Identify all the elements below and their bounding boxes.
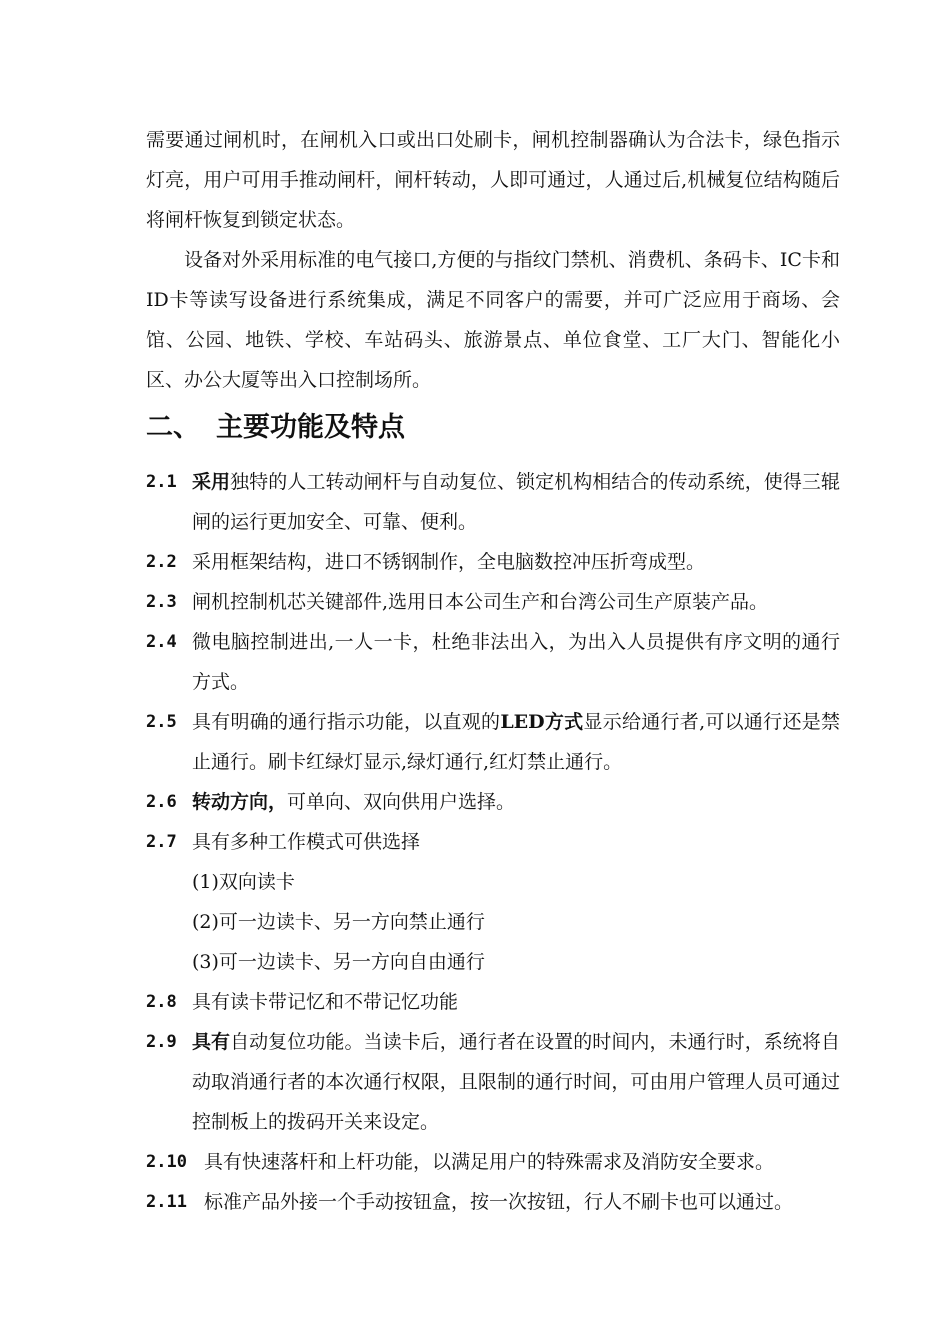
item-text: 闸机控制机芯关键部件,选用日本公司生产和台湾公司生产原装产品。	[192, 591, 769, 613]
list-item	[146, 1142, 840, 1182]
item-body-text: 具有明确的通行指示功能，以直观的	[192, 711, 501, 733]
item-bold-text: LED方式	[500, 711, 584, 733]
item-text	[192, 702, 840, 782]
item-number: 2.9	[146, 1032, 177, 1052]
item-text: 微电脑控制进出,一人一卡，杜绝非法出入，为出入人员提供有序文明的通行方式。	[192, 631, 840, 693]
item-number: 2.5	[146, 712, 177, 732]
item-text: 采用框架结构，进口不锈钢制作，全电脑数控冲压折弯成型。	[192, 551, 706, 573]
item-number: 2.2	[146, 552, 177, 572]
item-number: 2.7	[146, 832, 177, 852]
section-number: 二、	[146, 412, 200, 443]
section-title: 主要功能及特点	[216, 412, 405, 443]
item-bold-text: 具有	[192, 1031, 231, 1053]
item-body-text: 显示给通行者,可以通行还是禁止通行。刷卡红绿灯显示,绿灯通行,红灯禁止通行。	[192, 711, 840, 773]
list-item	[146, 582, 840, 622]
item-bold-text: 转动方向，	[192, 791, 288, 813]
item-text	[192, 782, 840, 822]
mode-item: (2)可一边读卡、另一方向禁止通行	[192, 911, 485, 933]
item-bold-text: 采用	[192, 471, 231, 493]
list-item	[146, 782, 840, 822]
section-heading	[146, 408, 840, 448]
item-text	[192, 1022, 840, 1142]
item-text	[192, 462, 840, 542]
intro-paragraph-1: 需要通过闸机时，在闸机入口或出口处刷卡，闸机控制器确认为合法卡，绿色指示灯亮，用户可用手推动闸杆，闸杆转动，人即可通过，人通过后,机械复位结构随后将闸杆恢复到锁定状态。	[146, 129, 840, 231]
item-text: 具有读卡带记忆和不带记忆功能	[192, 991, 459, 1013]
item-number: 2.4	[146, 632, 177, 652]
item-text: 标准产品外接一个手动按钮盒，按一次按钮，行人不刷卡也可以通过。	[204, 1191, 794, 1213]
item-number: 2.1	[146, 472, 177, 492]
item-number: 2.11	[146, 1192, 187, 1212]
list-item	[146, 462, 840, 542]
item-body-text: 自动复位功能。当读卡后，通行者在设置的时间内，未通行时，系统将自动取消通行者的本次通行权限，且限制的通行时间，可由用户管理人员可通过控制板上的拨码开关来设定。	[192, 1031, 840, 1133]
list-item	[146, 1182, 840, 1222]
item-text: 具有多种工作模式可供选择	[192, 831, 421, 853]
list-item	[146, 622, 840, 702]
item-body-text: 可单向、双向供用户选择。	[287, 791, 516, 813]
item-number: 2.8	[146, 992, 177, 1012]
item-body-text: 独特的人工转动闸杆与自动复位、锁定机构相结合的传动系统，使得三辊闸的运行更加安全、可靠、便利。	[192, 471, 840, 533]
list-item	[146, 822, 840, 862]
item-text: 具有快速落杆和上杆功能，以满足用户的特殊需求及消防安全要求。	[204, 1151, 775, 1173]
intro-paragraph-2: 设备对外采用标准的电气接口,方便的与指纹门禁机、消费机、条码卡、IC卡和ID卡等读写设备进行系统集成，满足不同客户的需要，并可广泛应用于商场、会馆、公园、地铁、学校、车站码头、旅游景点、单位食堂、工厂大门、智能化小区、办公大厦等出入口控制场所。	[146, 249, 840, 391]
list-item	[146, 702, 840, 782]
item-number: 2.3	[146, 592, 177, 612]
item-number: 2.6	[146, 792, 177, 812]
list-item	[146, 1022, 840, 1142]
mode-item: (1)双向读卡	[192, 871, 295, 893]
mode-item: (3)可一边读卡、另一方向自由通行	[192, 951, 485, 973]
list-item	[146, 542, 840, 582]
list-item	[146, 982, 840, 1022]
item-number: 2.10	[146, 1152, 187, 1172]
